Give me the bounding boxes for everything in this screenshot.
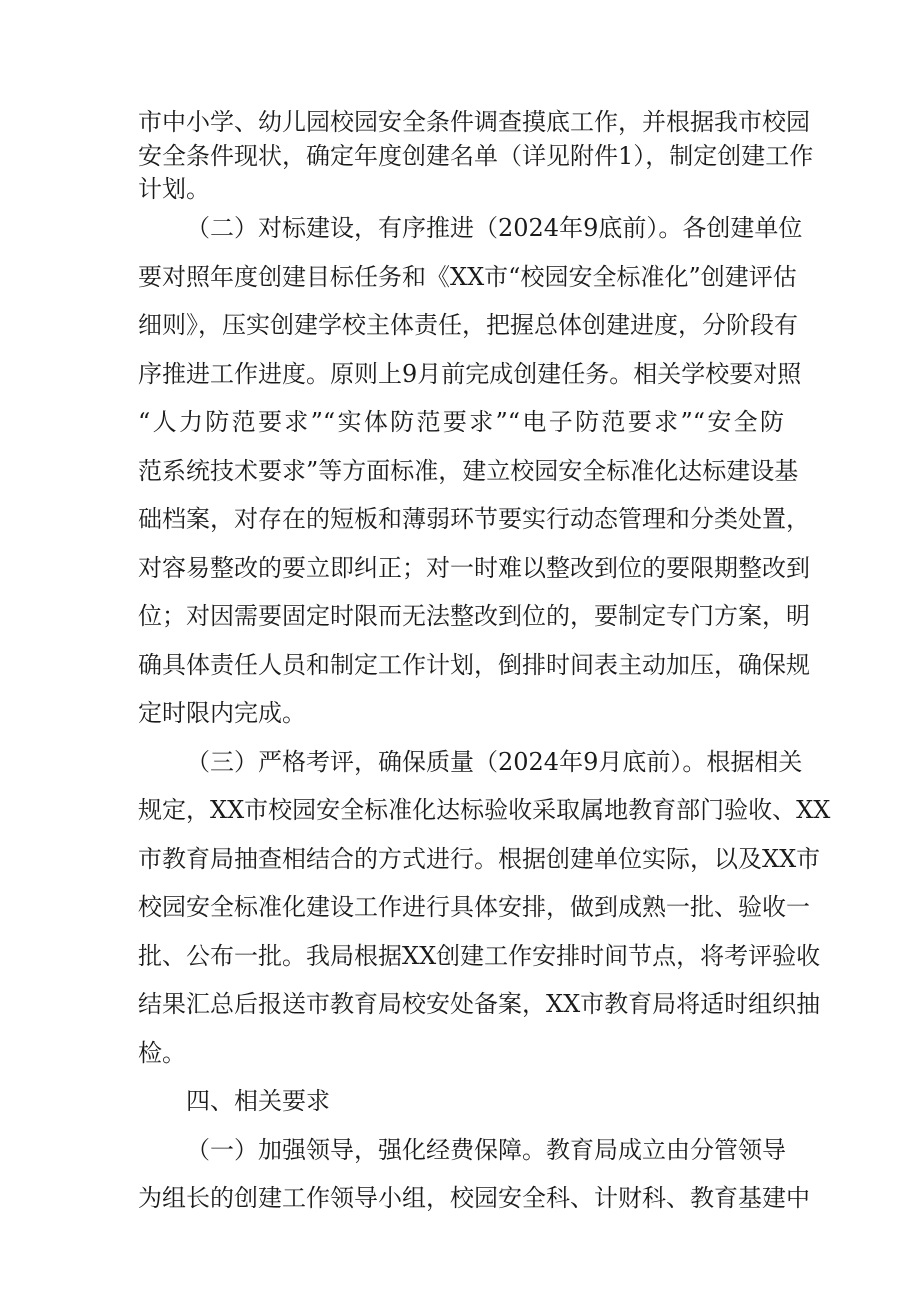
text-line: 校园安全标准化建设工作进行具体安排，做到成熟一批、验收一 bbox=[138, 893, 810, 921]
text-line: 计划。 bbox=[138, 175, 210, 203]
text-line: 市中小学、幼儿园校园安全条件调查摸底工作，并根据我市校园 bbox=[138, 108, 810, 136]
text-line: 对容易整改的要立即纠正；对一时难以整改到位的要限期整改到 bbox=[138, 554, 810, 582]
text-line: 结果汇总后报送市教育局校安处备案，XX市教育局将适时组织抽 bbox=[138, 990, 821, 1018]
text-line: 确具体责任人员和制定工作计划，倒排时间表主动加压，确保规 bbox=[138, 651, 810, 679]
paragraph-heading-line: （一）加强领导，强化经费保障。教育局成立由分管领导 bbox=[186, 1136, 786, 1164]
text-line: 检。 bbox=[138, 1039, 186, 1067]
section-heading: 四、相关要求 bbox=[186, 1087, 330, 1115]
text-line: 位；对因需要固定时限而无法整改到位的，要制定专门方案，明 bbox=[138, 602, 810, 630]
text-line: 市教育局抽查相结合的方式进行。根据创建单位实际，以及XX市 bbox=[138, 845, 821, 873]
text-line: “人力防范要求”“实体防范要求”“电子防范要求”“安全防 bbox=[138, 408, 784, 436]
text-line: 规定，XX市校园安全标准化达标验收采取属地教育部门验收、XX bbox=[138, 796, 831, 824]
text-line: 细则》，压实创建学校主体责任，把握总体创建进度，分阶段有 bbox=[138, 311, 798, 339]
text-line: 定时限内完成。 bbox=[138, 699, 306, 727]
text-line: 范系统技术要求”等方面标准，建立校园安全标准化达标建设基 bbox=[138, 457, 799, 485]
text-line: 序推进工作进度。原则上9月前完成创建任务。相关学校要对照 bbox=[138, 360, 802, 388]
text-line: 为组长的创建工作领导小组，校园安全科、计财科、教育基建中 bbox=[138, 1184, 810, 1212]
text-line: 批、公布一批。我局根据XX创建工作安排时间节点，将考评验收 bbox=[138, 942, 821, 970]
text-line: 础档案，对存在的短板和薄弱环节要实行动态管理和分类处置， bbox=[138, 505, 810, 533]
text-line: 安全条件现状，确定年度创建名单（详见附件1），制定创建工作 bbox=[138, 142, 814, 170]
paragraph-heading-line: （二）对标建设，有序推进（2024年9底前）。各创建单位 bbox=[186, 214, 803, 242]
paragraph-heading-line: （三）严格考评，确保质量（2024年9月底前）。根据相关 bbox=[186, 748, 803, 776]
text-line: 要对照年度创建目标任务和《XX市“校园安全标准化”创建评估 bbox=[138, 263, 797, 291]
